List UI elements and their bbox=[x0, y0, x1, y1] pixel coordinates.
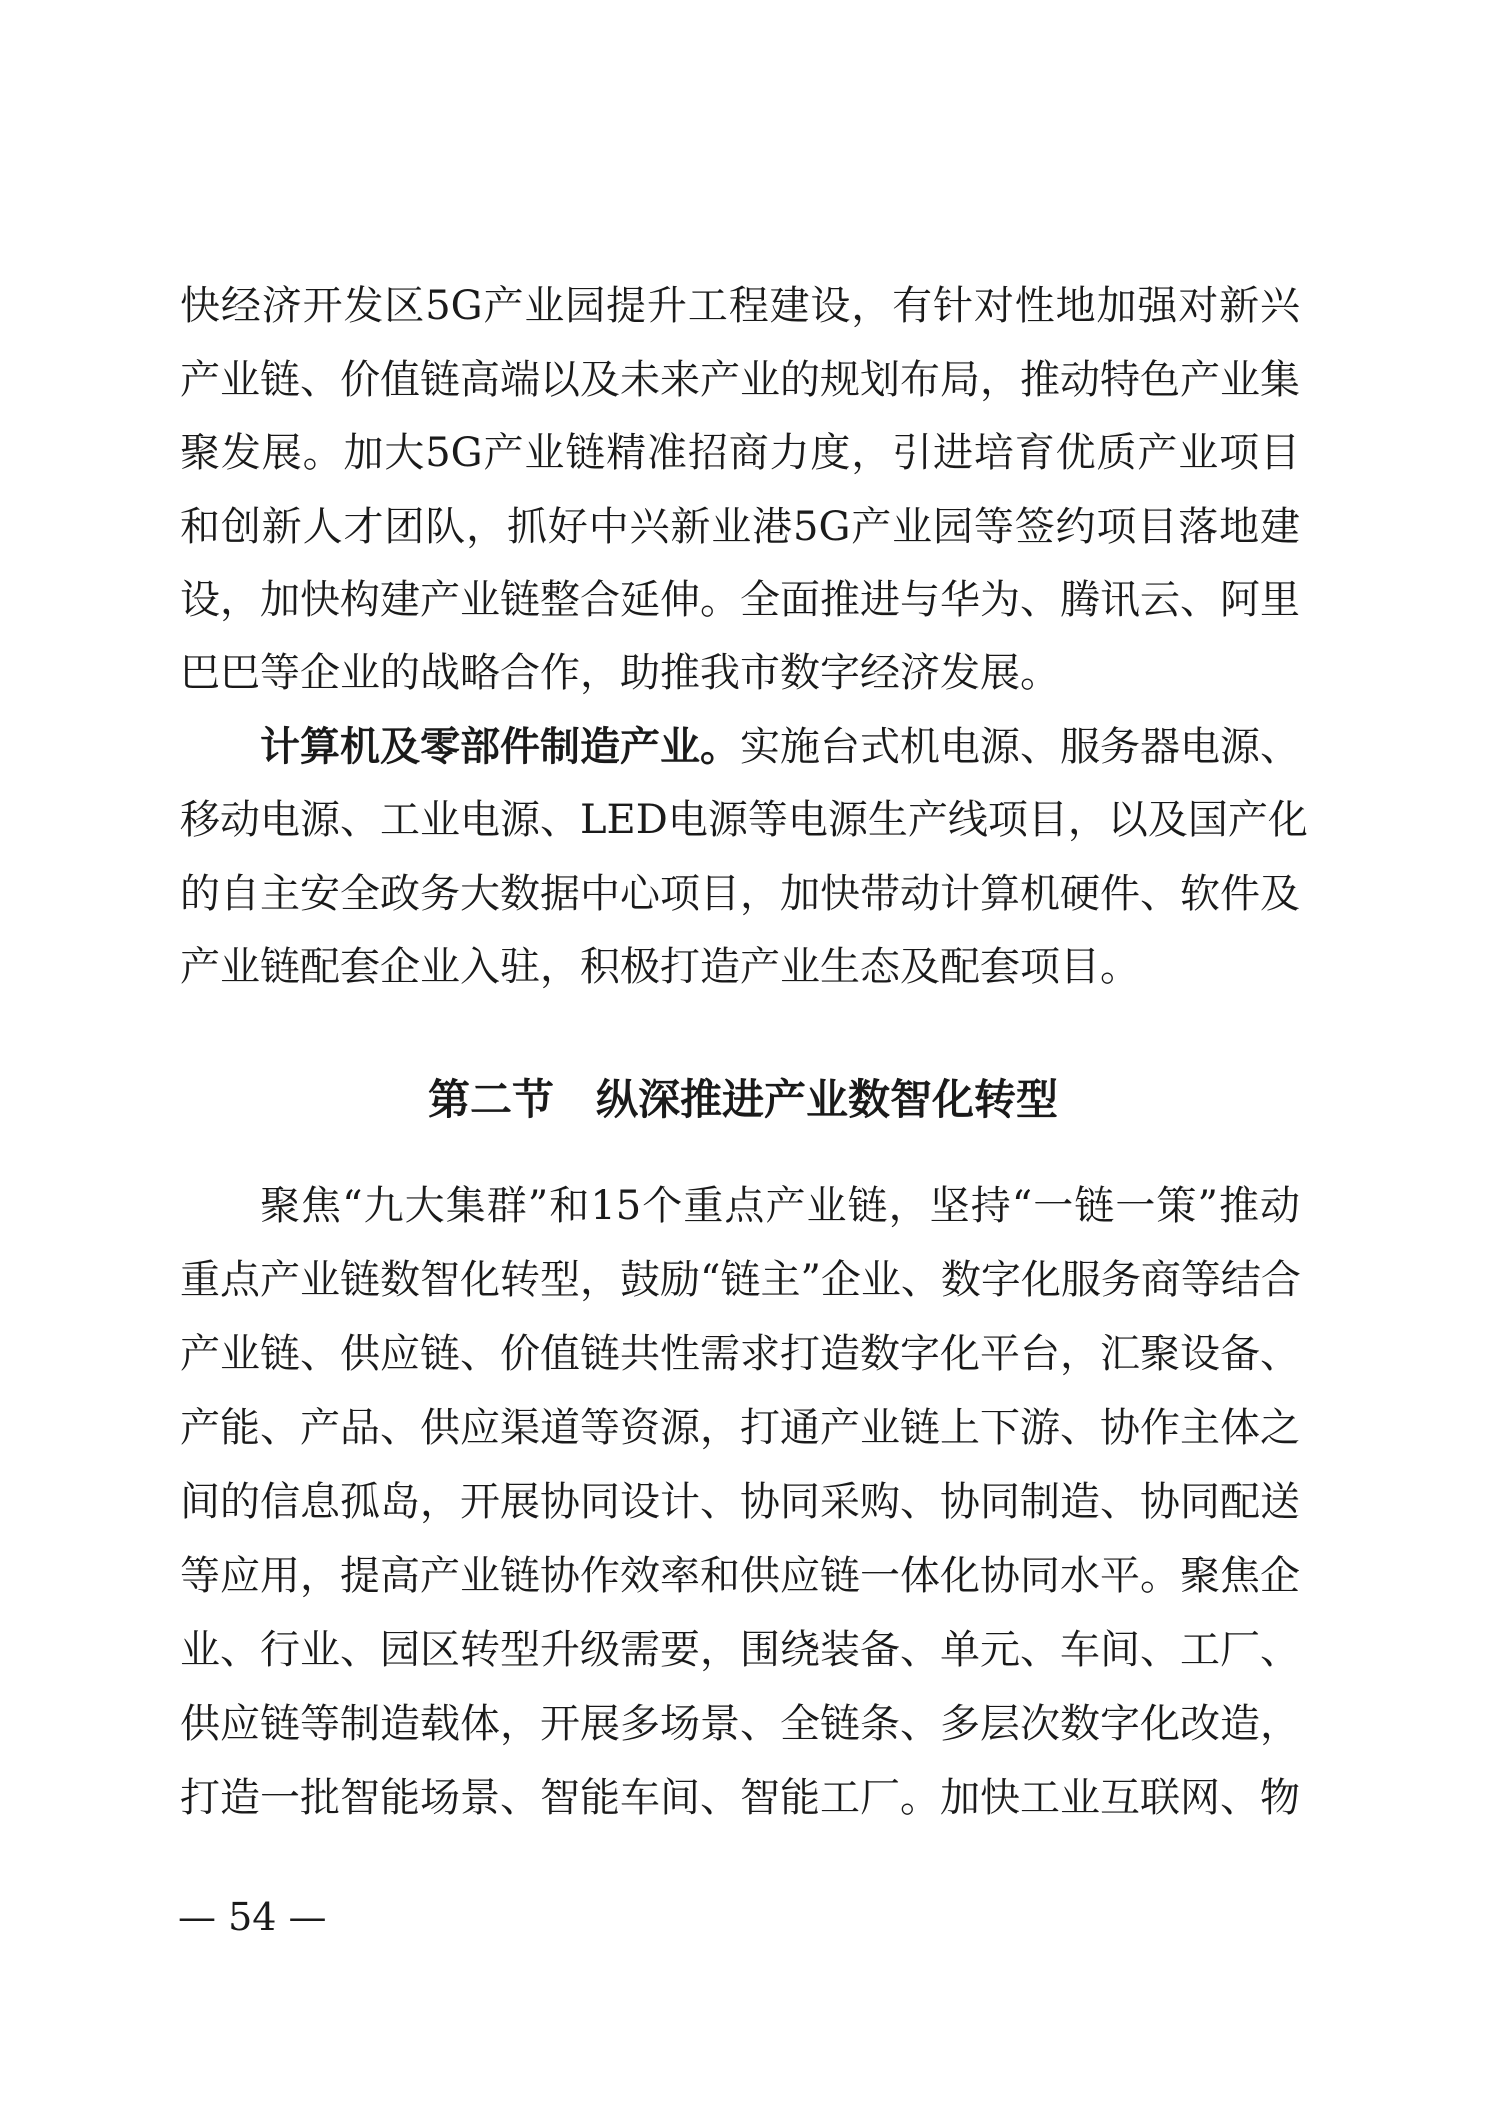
paragraph-3-line-8: 供应链等制造载体，开展多场景、全链条、多层次数字化改造， bbox=[180, 1701, 1300, 1747]
paragraph-3-line-6: 等应用，提高产业链协作效率和供应链一体化协同水平。聚焦企 bbox=[180, 1553, 1300, 1599]
paragraph-2-line-2: 移动电源、工业电源、LED电源等电源生产线项目，以及国产化 bbox=[180, 797, 1308, 843]
paragraph-2-line-3: 的自主安全政务大数据中心项目，加快带动计算机硬件、软件及 bbox=[180, 871, 1300, 917]
section-heading: 第二节 纵深推进产业数智化转型 bbox=[427, 1075, 1058, 1124]
paragraph-1-line-4: 和创新人才团队，抓好中兴新业港5G产业园等签约项目落地建 bbox=[180, 504, 1300, 550]
paragraph-3-line-1: 聚焦“九大集群”和15个重点产业链，坚持“一链一策”推动 bbox=[260, 1183, 1300, 1229]
paragraph-3-line-3: 产业链、供应链、价值链共性需求打造数字化平台，汇聚设备、 bbox=[180, 1331, 1300, 1377]
paragraph-2-first-rest: 实施台式机电源、服务器电源、 bbox=[740, 724, 1300, 770]
paragraph-1-line-5: 设，加快构建产业链整合延伸。全面推进与华为、腾讯云、阿里 bbox=[180, 577, 1300, 623]
paragraph-2-line-1 bbox=[260, 717, 1300, 777]
paragraph-2-line-4: 产业链配套企业入驻，积极打造产业生态及配套项目。 bbox=[180, 944, 1140, 990]
paragraph-3-line-9: 打造一批智能场景、智能车间、智能工厂。加快工业互联网、物 bbox=[180, 1775, 1300, 1821]
paragraph-3-line-5: 间的信息孤岛，开展协同设计、协同采购、协同制造、协同配送 bbox=[180, 1479, 1300, 1525]
paragraph-3-line-2: 重点产业链数智化转型，鼓励“链主”企业、数字化服务商等结合 bbox=[180, 1257, 1301, 1303]
paragraph-1-line-3: 聚发展。加大5G产业链精准招商力度，引进培育优质产业项目 bbox=[180, 430, 1300, 476]
paragraph-1-line-6: 巴巴等企业的战略合作，助推我市数字经济发展。 bbox=[180, 650, 1060, 696]
paragraph-2-lead: 计算机及零部件制造产业。 bbox=[260, 723, 740, 770]
paragraph-1-line-1: 快经济开发区5G产业园提升工程建设，有针对性地加强对新兴 bbox=[180, 283, 1300, 329]
paragraph-3-line-7: 业、行业、园区转型升级需要，围绕装备、单元、车间、工厂、 bbox=[180, 1627, 1300, 1673]
page-number: — 54 — bbox=[178, 1895, 327, 1939]
paragraph-3-line-4: 产能、产品、供应渠道等资源，打通产业链上下游、协作主体之 bbox=[180, 1405, 1300, 1451]
paragraph-1-line-2: 产业链、价值链高端以及未来产业的规划布局，推动特色产业集 bbox=[180, 357, 1300, 403]
